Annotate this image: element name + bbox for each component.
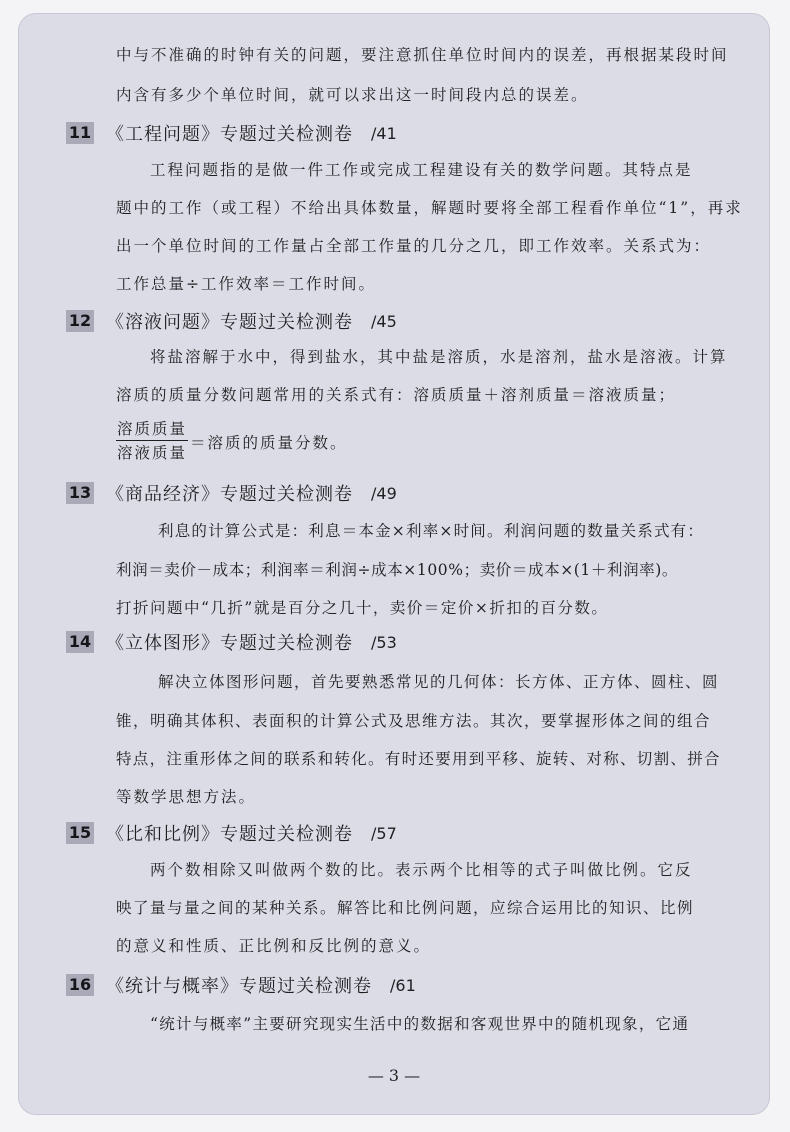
text-line: 特点，注重形体之间的联系和转化。有时还要用到平移、旋转、对称、切割、拼合 — [116, 750, 721, 768]
section-heading-15 — [66, 819, 397, 847]
text-line: 解决立体图形问题，首先要熟悉常见的几何体：长方体、正方体、圆柱、圆 — [158, 673, 720, 691]
fraction-denominator: 溶液质量 — [117, 444, 188, 462]
section-heading-13 — [66, 479, 397, 507]
text-line: ＝溶质的质量分数。 — [190, 434, 348, 452]
text-line: 工作总量÷工作效率＝工作时间。 — [116, 275, 376, 293]
section-title: 《溶液问题》专题过关检测卷 — [106, 312, 353, 333]
section-title: 《工程问题》专题过关检测卷 — [106, 124, 353, 145]
section-heading-16 — [66, 971, 416, 999]
section-page: /57 — [371, 823, 397, 843]
text-line: “统计与概率”主要研究现实生活中的数据和客观世界中的随机现象，它通 — [150, 1015, 690, 1033]
section-page: /49 — [371, 483, 397, 503]
section-number: 12 — [66, 310, 94, 332]
text-line: 锥，明确其体积、表面积的计算公式及思维方法。其次，要掌握形体之间的组合 — [116, 712, 712, 730]
section-title: 《统计与概率》专题过关检测卷 — [106, 976, 372, 997]
text-line: 等数学思想方法。 — [116, 788, 257, 806]
section-heading-14 — [66, 628, 397, 656]
text-line: 题中的工作（或工程）不给出具体数量，解题时要将全部工程看作单位“1”，再求 — [116, 199, 743, 217]
text-line: 打折问题中“几折”就是百分之几十，卖价＝定价×折扣的百分数。 — [116, 599, 609, 617]
text-line: 的意义和性质、正比例和反比例的意义。 — [116, 937, 432, 955]
text-line: 将盐溶解于水中，得到盐水，其中盐是溶质，水是溶剂，盐水是溶液。计算 — [150, 348, 728, 366]
text-line: 出一个单位时间的工作量占全部工作量的几分之几，即工作效率。关系式为： — [116, 237, 712, 255]
section-page: /53 — [371, 632, 397, 652]
document-page — [18, 13, 770, 1115]
text-line: 利润＝卖价－成本；利润率＝利润÷成本×100%；卖价＝成本×(1＋利润率)。 — [116, 561, 679, 579]
text-line: 溶质的质量分数问题常用的关系式有：溶质质量＋溶剂质量＝溶液质量； — [116, 386, 677, 404]
text-line: 映了量与量之间的某种关系。解答比和比例问题，应综合运用比的知识、比例 — [116, 899, 695, 917]
section-title: 《立体图形》专题过关检测卷 — [106, 633, 353, 654]
section-page: /45 — [371, 311, 397, 331]
section-heading-12 — [66, 307, 397, 335]
text-line: 工程问题指的是做一件工作或完成工程建设有关的数学问题。其特点是 — [150, 161, 693, 179]
section-number: 14 — [66, 631, 94, 653]
section-heading-11 — [66, 119, 397, 147]
section-title: 《商品经济》专题过关检测卷 — [106, 484, 353, 505]
section-page: /61 — [390, 975, 416, 995]
text-line: 内含有多少个单位时间，就可以求出这一时间段内总的误差。 — [116, 86, 589, 104]
section-number: 11 — [66, 122, 94, 144]
fraction — [116, 417, 188, 463]
section-number: 13 — [66, 482, 94, 504]
section-page: /41 — [371, 123, 397, 143]
text-line: 利息的计算公式是：利息＝本金×利率×时间。利润问题的数量关系式有： — [158, 522, 705, 540]
page-number: — 3 — — [367, 1066, 421, 1085]
text-line: 两个数相除又叫做两个数的比。表示两个比相等的式子叫做比例。它反 — [150, 861, 693, 879]
section-number: 16 — [66, 974, 94, 996]
section-title: 《比和比例》专题过关检测卷 — [106, 824, 353, 845]
section-number: 15 — [66, 822, 94, 844]
text-line: 中与不准确的时钟有关的问题，要注意抓住单位时间内的误差，再根据某段时间 — [116, 46, 729, 64]
fraction-numerator: 溶质质量 — [116, 417, 188, 441]
